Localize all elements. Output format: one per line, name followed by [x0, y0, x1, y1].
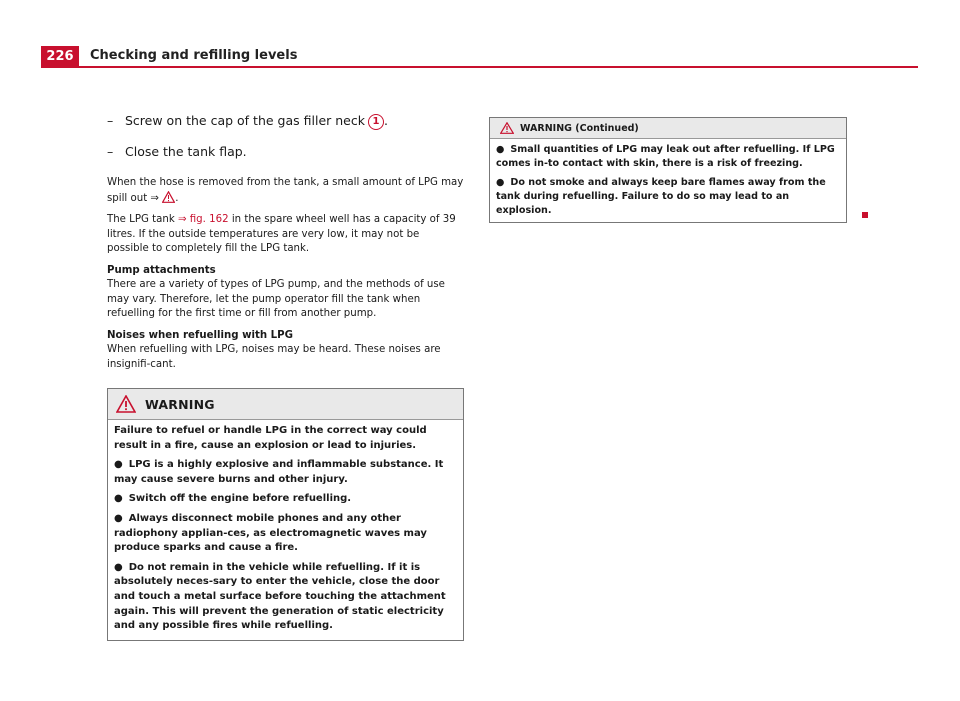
step-text: Close the tank flap.: [125, 144, 247, 159]
warning-triangle-icon: [116, 395, 136, 413]
step-text: Screw on the cap of the gas filler neck 1 .: [125, 113, 388, 128]
warning-continued-body: [490, 139, 846, 222]
step-item: [107, 143, 464, 160]
left-column: [107, 112, 464, 641]
paragraph-noises: When refuelling with LPG, noises may be heard. These noises are insignifi-cant.: [107, 344, 441, 370]
warning-triangle-icon: [500, 122, 514, 134]
warning-box: [107, 388, 464, 641]
warning-continued-header: [490, 118, 846, 139]
warning-continued-box: [489, 117, 847, 223]
warning-bullet: ● LPG is a highly explosive and inflammable substance. It may cause severe burns and other injury.: [114, 459, 444, 485]
paragraph-spill: When the hose is removed from the tank, a small amount of LPG may spill out ⇒ .: [107, 177, 464, 204]
step-item: [107, 112, 464, 130]
step-dash: –: [107, 113, 114, 128]
warning-bullet: ● Switch off the engine before refuelling.: [114, 493, 352, 505]
warning-icon[interactable]: [162, 191, 175, 203]
step-dash: –: [107, 144, 114, 159]
right-column: [489, 117, 847, 223]
header-rule: [79, 66, 918, 68]
warning-intro: Failure to refuel or handle LPG in the correct way could result in a fire, cause an explosion or lead to injuries.: [114, 425, 427, 451]
page-number: 226: [41, 46, 79, 68]
warning-body: [108, 420, 463, 640]
warning-continued-label: WARNING (Continued): [520, 122, 639, 134]
figure-reference-link[interactable]: ⇒ fig. 162: [177, 214, 229, 225]
page-header-title: Checking and refilling levels: [90, 48, 298, 63]
warning-header: [108, 389, 463, 420]
warning-bullet: ● Do not remain in the vehicle while refuelling. If it is absolutely neces-sary to enter the vehicle, close the door and touch a metal surface before touching the attachment again. This will prevent the generation of static electricity and any possible fires while refuelling.: [114, 561, 446, 632]
callout-number-badge: 1: [368, 114, 384, 130]
warning-label: WARNING: [145, 396, 215, 412]
paragraph-pump: There are a variety of types of LPG pump, and the methods of use may vary. Therefore, let the pump operator fill the tank when refuelling for the first time or fill from another pump.: [107, 279, 445, 319]
warning-bullet: ● Do not smoke and always keep bare flames away from the tank during refuelling. Failure to do so may lead to an explosion.: [496, 177, 826, 216]
heading-noises: Noises when refuelling with LPG: [107, 329, 293, 341]
heading-pump-attachments: Pump attachments: [107, 264, 216, 276]
warning-bullet: ● Small quantities of LPG may leak out after refuelling. If LPG comes in-to contact with skin, there is a risk of freezing.: [496, 144, 835, 169]
end-of-section-marker: [862, 212, 868, 218]
paragraph-tank-capacity: The LPG tank ⇒ fig. 162 in the spare wheel well has a capacity of 39 litres. If the outside temperatures are very low, it may not be possible to completely fill the LPG tank.: [107, 214, 456, 254]
warning-bullet: ● Always disconnect mobile phones and any other radiophony applian-ces, as electromagnetic waves may produce sparks and cause a fire.: [114, 512, 427, 554]
